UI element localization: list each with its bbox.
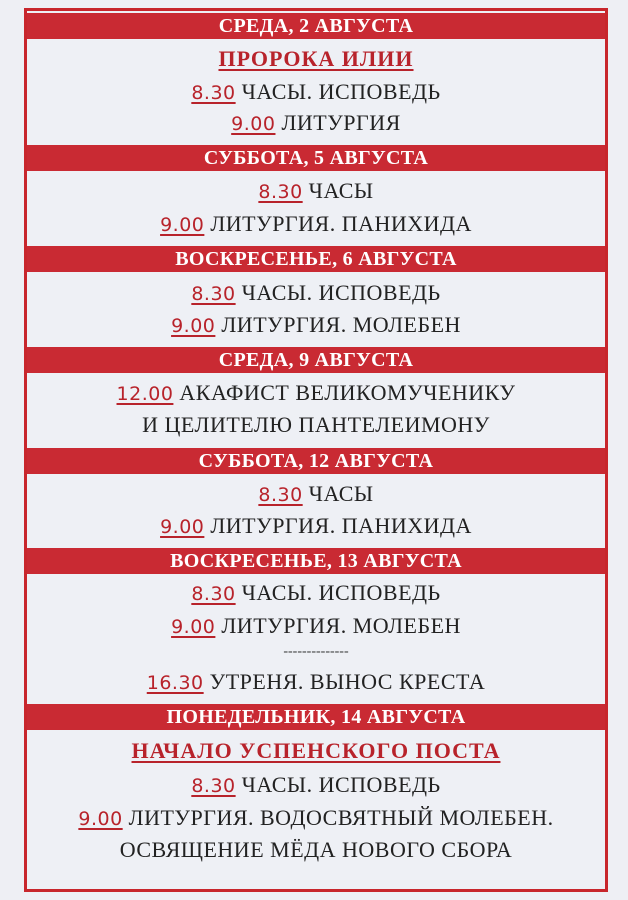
service-time: 8.30 <box>191 775 236 797</box>
service-line <box>27 667 605 697</box>
service-time: 9.00 <box>231 113 276 135</box>
service-text: ЧАСЫ <box>302 481 374 506</box>
service-line <box>27 176 605 206</box>
service-time: 9.00 <box>171 315 216 337</box>
service-text: ЛИТУРГИЯ. ПАНИХИДА <box>204 211 472 236</box>
divider-line <box>27 638 605 658</box>
service-text: ЧАСЫ. ИСПОВЕДЬ <box>235 79 441 104</box>
service-line <box>27 378 605 408</box>
service-time: 8.30 <box>258 181 303 203</box>
day-header-aug-12: СУББОТА, 12 АВГУСТА <box>27 448 605 474</box>
service-time: 8.30 <box>191 82 236 104</box>
service-line <box>27 209 605 239</box>
feast-title <box>27 44 605 74</box>
feast-title-text: ПРОРОКА ИЛИИ <box>218 46 414 71</box>
service-time: 8.30 <box>191 283 236 305</box>
feast-title-text: НАЧАЛО УСПЕНСКОГО ПОСТА <box>131 738 501 763</box>
day-header-aug-14: ПОНЕДЕЛЬНИК, 14 АВГУСТА <box>27 704 605 730</box>
service-text: ЧАСЫ <box>302 178 374 203</box>
service-time: 9.00 <box>160 516 205 538</box>
service-line-continued <box>27 835 605 865</box>
service-text: И ЦЕЛИТЕЛЮ ПАНТЕЛЕИМОНУ <box>142 412 490 437</box>
service-line <box>27 611 605 641</box>
service-time: 9.00 <box>78 808 123 830</box>
service-line-continued <box>27 410 605 440</box>
day-header-aug-2: СРЕДА, 2 АВГУСТА <box>27 13 605 39</box>
dash-divider: -------------- <box>283 644 349 659</box>
service-text: ЛИТУРГИЯ. МОЛЕБЕН <box>215 312 461 337</box>
service-text: ЧАСЫ. ИСПОВЕДЬ <box>235 280 441 305</box>
service-text: ЧАСЫ. ИСПОВЕДЬ <box>235 772 441 797</box>
feast-title <box>27 736 605 766</box>
service-line <box>27 803 605 833</box>
service-text: ЛИТУРГИЯ <box>275 110 401 135</box>
day-header-aug-6: ВОСКРЕСЕНЬЕ, 6 АВГУСТА <box>27 246 605 272</box>
service-line <box>27 578 605 608</box>
service-time: 12.00 <box>116 383 174 405</box>
service-line <box>27 511 605 541</box>
service-line <box>27 77 605 107</box>
day-header-aug-13: ВОСКРЕСЕНЬЕ, 13 АВГУСТА <box>27 548 605 574</box>
service-text: ОСВЯЩЕНИЕ МЁДА НОВОГО СБОРА <box>119 837 513 862</box>
day-header-aug-5: СУББОТА, 5 АВГУСТА <box>27 145 605 171</box>
service-text: ЛИТУРГИЯ. ВОДОСВЯТНЫЙ МОЛЕБЕН. <box>122 805 554 830</box>
service-line <box>27 278 605 308</box>
service-line <box>27 479 605 509</box>
service-time: 9.00 <box>171 616 216 638</box>
service-time: 8.30 <box>258 484 303 506</box>
service-time: 16.30 <box>146 672 204 694</box>
service-text: АКАФИСТ ВЕЛИКОМУЧЕНИКУ <box>173 380 516 405</box>
service-text: ЛИТУРГИЯ. МОЛЕБЕН <box>215 613 461 638</box>
service-time: 8.30 <box>191 583 236 605</box>
service-text: УТРЕНЯ. ВЫНОС КРЕСТА <box>203 669 486 694</box>
service-line <box>27 310 605 340</box>
service-text: ЛИТУРГИЯ. ПАНИХИДА <box>204 513 472 538</box>
service-text: ЧАСЫ. ИСПОВЕДЬ <box>235 580 441 605</box>
service-time: 9.00 <box>160 214 205 236</box>
service-line <box>27 108 605 138</box>
day-header-aug-9: СРЕДА, 9 АВГУСТА <box>27 347 605 373</box>
service-line <box>27 770 605 800</box>
